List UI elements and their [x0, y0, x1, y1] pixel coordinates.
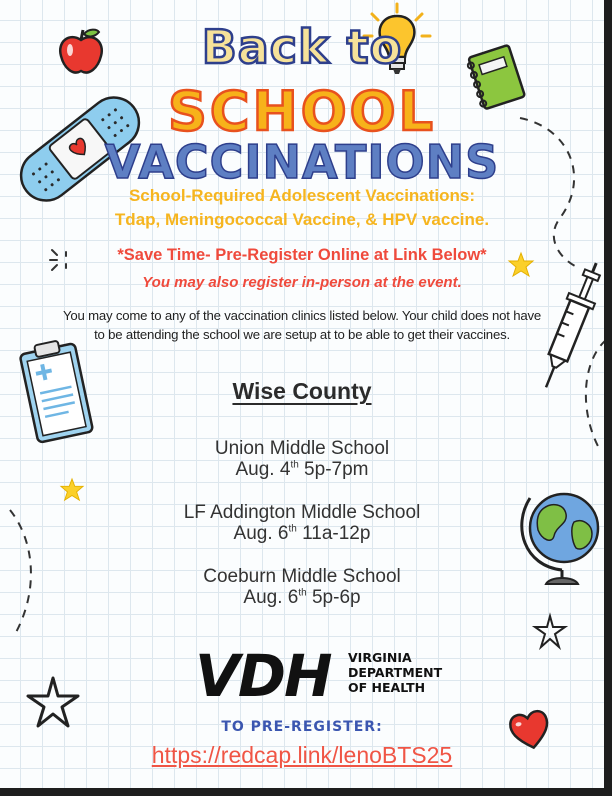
title-vaccinations: VACCINATIONS — [104, 135, 500, 189]
subtitle-line2: Tdap, Meningococcal Vaccine, & HPV vaccine. — [114, 210, 490, 229]
clinic-name: LF Addington Middle School — [183, 502, 421, 523]
save-time-notice: *Save Time- Pre-Register Online at Link Below* — [117, 246, 487, 264]
vdh-logo-letters: VDH — [195, 642, 331, 710]
pre-register-link[interactable]: https://redcap.link/lenoBTS25 — [151, 742, 453, 768]
clinic-date: Aug. 6th 11a-12p — [233, 523, 371, 544]
clinic-coeburn — [0, 566, 604, 608]
info-paragraph: You may come to any of the vaccination clinics listed below. Your child does not have to be attending the school we are setup at to be able to get their vaccines. — [62, 308, 542, 342]
title-school: SCHOOL — [168, 80, 436, 143]
star-small-icon — [60, 478, 84, 502]
title-back-to: Back to — [201, 20, 403, 74]
clinic-union — [0, 438, 604, 480]
clinic-date: Aug. 6th 5p-6p — [243, 587, 361, 608]
county-heading: Wise County — [232, 378, 372, 404]
clinic-lf-addington — [0, 502, 604, 544]
clinic-name: Union Middle School — [214, 438, 390, 459]
subtitle-line1: School-Required Adolescent Vaccinations: — [128, 186, 476, 205]
subtitle — [0, 184, 604, 232]
clinic-date: Aug. 4th 5p-7pm — [235, 459, 369, 480]
vdh-logo-words: VIRGINIA DEPARTMENT OF HEALTH — [348, 650, 443, 695]
in-person-notice: You may also register in-person at the event. — [142, 274, 462, 291]
clinic-name: Coeburn Middle School — [203, 566, 401, 587]
sparkle-star-icon — [533, 614, 567, 650]
pre-register-label: TO PRE-REGISTER: — [221, 719, 383, 735]
